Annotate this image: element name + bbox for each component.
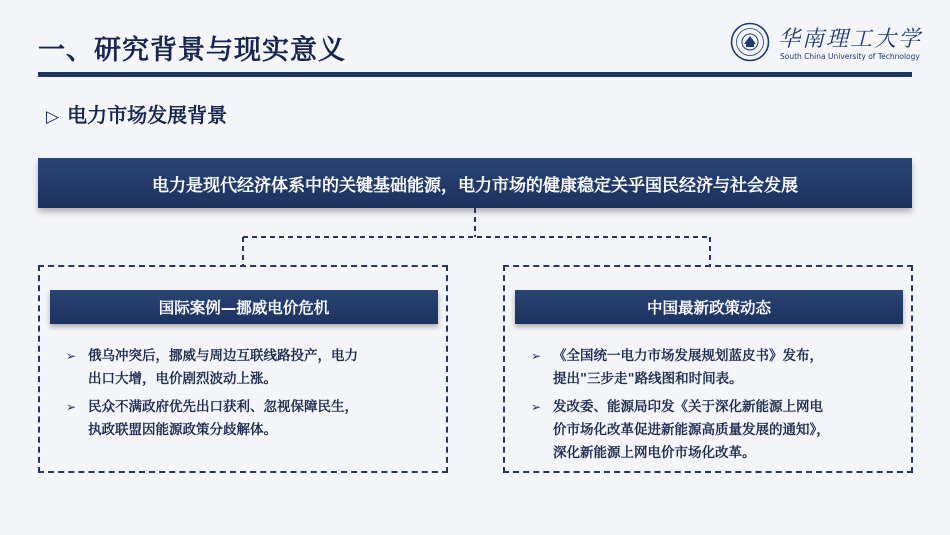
list-item-line: 提出"三步走"路线图和时间表。: [553, 371, 743, 387]
triangle-marker-icon: ▷: [46, 107, 60, 127]
page-title: 一、研究背景与现实意义: [38, 35, 346, 66]
logo-chinese-name: 华南理工大学: [778, 27, 923, 52]
panel-list-international: [66, 345, 426, 447]
list-item-line: 执政联盟因能源政策分歧解体。: [88, 422, 277, 438]
list-item-line: 发改委、能源局印发《关于深化新能源上网电: [553, 399, 823, 415]
list-item-line: 俄乌冲突后，挪威与周边互联线路投产，电力: [88, 348, 358, 364]
list-item-line: 深化新能源上网电价市场化改革。: [553, 445, 756, 461]
list-item-line: 出口大增，电价剧烈波动上涨。: [88, 371, 277, 387]
panel-international-case: [38, 265, 448, 473]
panel-header-international: 国际案例—挪威电价危机: [50, 290, 438, 324]
list-item: [531, 396, 891, 465]
arrow-bullet-icon: ➢: [531, 400, 542, 414]
arrow-bullet-icon: ➢: [66, 400, 77, 414]
section-title-text: 电力市场发展背景: [67, 103, 228, 127]
arrow-bullet-icon: ➢: [531, 349, 542, 363]
panel-list-china: [531, 345, 891, 470]
list-item: [66, 396, 426, 442]
arrow-bullet-icon: ➢: [66, 349, 77, 363]
list-item: [66, 345, 426, 391]
list-item: [531, 345, 891, 391]
list-item-line: 民众不满政府优先出口获利、忽视保障民生，: [88, 399, 358, 415]
logo-english-name: South China University of Technology: [780, 52, 920, 61]
panel-header-china: 中国最新政策动态: [515, 290, 903, 324]
list-item-line: 《全国统一电力市场发展规划蓝皮书》发布，: [553, 348, 823, 364]
list-item-line: 价市场化改革促进新能源高质量发展的通知》，: [553, 422, 830, 438]
summary-banner: 电力是现代经济体系中的关键基础能源，电力市场的健康稳定关乎国民经济与社会发展: [38, 158, 912, 208]
panel-china-policy: [503, 265, 913, 473]
